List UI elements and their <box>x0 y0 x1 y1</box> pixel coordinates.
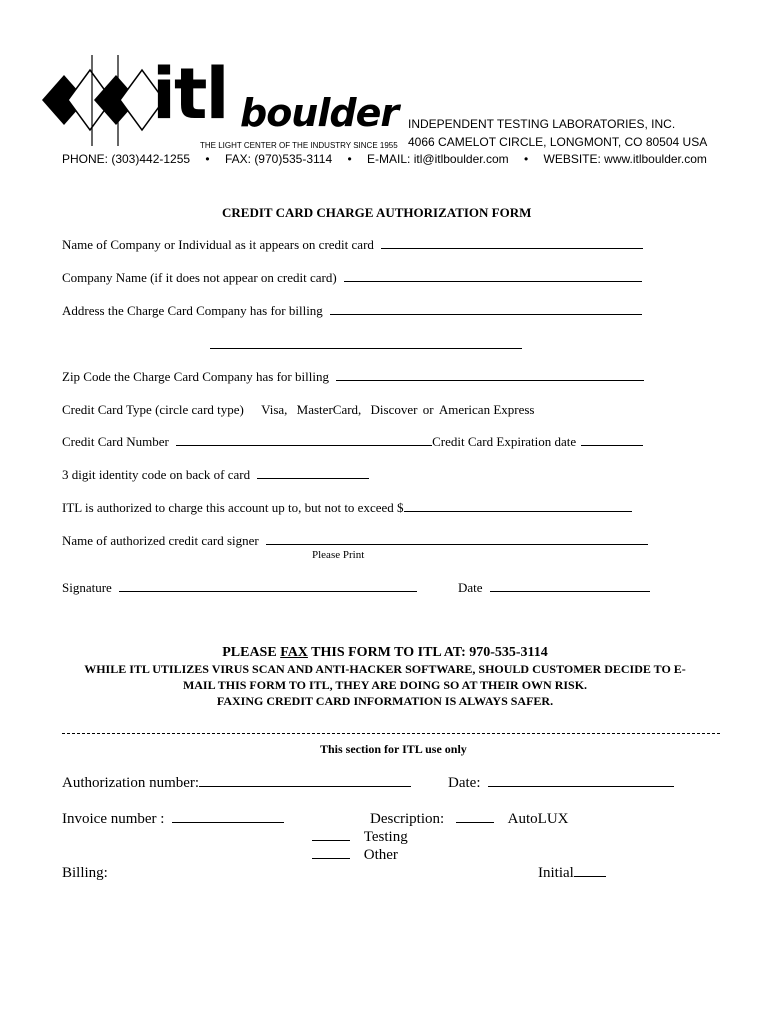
please-print-note: Please Print <box>312 549 365 561</box>
other-check-field[interactable] <box>312 857 350 859</box>
company-row <box>62 270 642 286</box>
separator: • <box>523 152 529 166</box>
zip-row <box>62 369 644 385</box>
zip-field[interactable] <box>336 379 644 381</box>
fax-notice-post: THIS FORM TO ITL AT: 970-535-3114 <box>307 645 548 660</box>
card-number-row <box>62 434 643 450</box>
contact-line <box>62 152 707 166</box>
email-text: E-MAIL: itl@itlboulder.com <box>367 152 509 166</box>
logo <box>40 50 410 150</box>
auth-number-row <box>62 775 411 792</box>
warning-line-3: FAXING CREDIT CARD INFORMATION IS ALWAYS SAFER. <box>216 694 554 708</box>
signer-field[interactable] <box>266 543 648 545</box>
signature-date-field[interactable] <box>490 590 650 592</box>
invoice-label: Invoice number : <box>62 811 165 827</box>
card-type-visa[interactable]: Visa, <box>261 402 288 417</box>
security-code-row <box>62 467 369 483</box>
authorize-amount-field[interactable] <box>404 510 632 512</box>
section-divider <box>62 733 720 734</box>
address-row <box>62 303 642 319</box>
company-address: 4066 CAMELOT CIRCLE, LONGMONT, CO 80504 USA <box>408 135 708 149</box>
autolux-check-field[interactable] <box>456 821 494 823</box>
itl-date-label: Date: <box>448 775 481 791</box>
itl-date-row <box>448 775 674 792</box>
card-type-mastercard[interactable]: MasterCard, <box>296 402 362 417</box>
initial-row <box>538 865 606 882</box>
fax-notice-fax: FAX <box>280 645 308 660</box>
other-row <box>312 847 398 864</box>
security-code-field[interactable] <box>257 477 369 479</box>
card-type-amex[interactable]: American Express <box>438 402 535 417</box>
signature-date-row <box>458 580 650 596</box>
card-number-field[interactable] <box>176 444 432 446</box>
authorize-label: ITL is authorized to charge this account up to, but not to exceed $ <box>62 500 404 515</box>
signature-field[interactable] <box>119 590 417 592</box>
phone-text: PHONE: (303)442-1255 <box>62 152 191 166</box>
address-label: Address the Charge Card Company has for billing <box>62 303 323 318</box>
initial-field[interactable] <box>574 875 606 877</box>
logo-boulder-text: boulder <box>240 91 399 135</box>
logo-tagline: THE LIGHT CENTER OF THE INDUSTRY SINCE 1955 <box>200 141 398 150</box>
expiration-field[interactable] <box>581 444 643 446</box>
description-row <box>370 811 568 828</box>
fax-text: FAX: (970)535-3114 <box>224 152 333 166</box>
address-field-line2[interactable] <box>210 348 522 349</box>
testing-row <box>312 829 408 846</box>
form-title: CREDIT CARD CHARGE AUTHORIZATION FORM <box>222 205 532 220</box>
signer-row <box>62 533 648 549</box>
signature-date-label: Date <box>458 580 483 595</box>
testing-check-field[interactable] <box>312 839 350 841</box>
autolux-label: AutoLUX <box>507 811 569 827</box>
invoice-row <box>62 811 284 828</box>
fax-notice-pre: PLEASE <box>222 645 281 660</box>
name-row <box>62 237 643 253</box>
address-field[interactable] <box>330 313 642 315</box>
other-label: Other <box>363 847 398 863</box>
card-type-or: or <box>422 402 434 417</box>
company-name: INDEPENDENT TESTING LABORATORIES, INC. <box>408 117 676 131</box>
company-label: Company Name (if it does not appear on credit card) <box>62 270 337 285</box>
auth-number-label: Authorization number: <box>62 775 200 791</box>
name-label: Name of Company or Individual as it appears on credit card <box>62 237 374 252</box>
testing-label: Testing <box>363 829 408 845</box>
warning-line-2: MAIL THIS FORM TO ITL, THEY ARE DOING SO AT THEIR OWN RISK. <box>182 678 588 692</box>
itl-section-heading: This section for ITL use only <box>320 742 467 756</box>
company-field[interactable] <box>344 280 642 282</box>
billing-label: Billing: <box>62 865 108 881</box>
initial-label: Initial <box>538 865 574 881</box>
separator: • <box>347 152 352 166</box>
card-number-label: Credit Card Number <box>62 434 169 449</box>
signer-label: Name of authorized credit card signer <box>62 533 259 548</box>
signature-row <box>62 580 417 596</box>
name-field[interactable] <box>381 247 643 249</box>
diamond-logo-icon <box>40 50 170 150</box>
website-text: WEBSITE: www.itlboulder.com <box>543 152 707 166</box>
card-type-discover[interactable]: Discover <box>370 402 418 417</box>
description-label: Description: <box>370 811 445 827</box>
fax-notice <box>0 645 770 661</box>
authorize-row <box>62 500 632 516</box>
itl-date-field[interactable] <box>488 785 674 787</box>
zip-label: Zip Code the Charge Card Company has for billing <box>62 369 329 384</box>
signature-label: Signature <box>62 580 112 595</box>
card-type-row <box>62 402 535 418</box>
invoice-field[interactable] <box>172 821 284 823</box>
expiration-label: Credit Card Expiration date <box>432 434 577 449</box>
security-code-label: 3 digit identity code on back of card <box>62 467 251 482</box>
auth-number-field[interactable] <box>199 785 411 787</box>
warning-line-1: WHILE ITL UTILIZES VIRUS SCAN AND ANTI-HACKER SOFTWARE, SHOULD CUSTOMER DECIDE TO E- <box>84 662 686 676</box>
card-type-label: Credit Card Type (circle card type) <box>62 402 244 417</box>
separator: • <box>205 152 210 166</box>
logo-itl-text: itl <box>152 53 228 135</box>
